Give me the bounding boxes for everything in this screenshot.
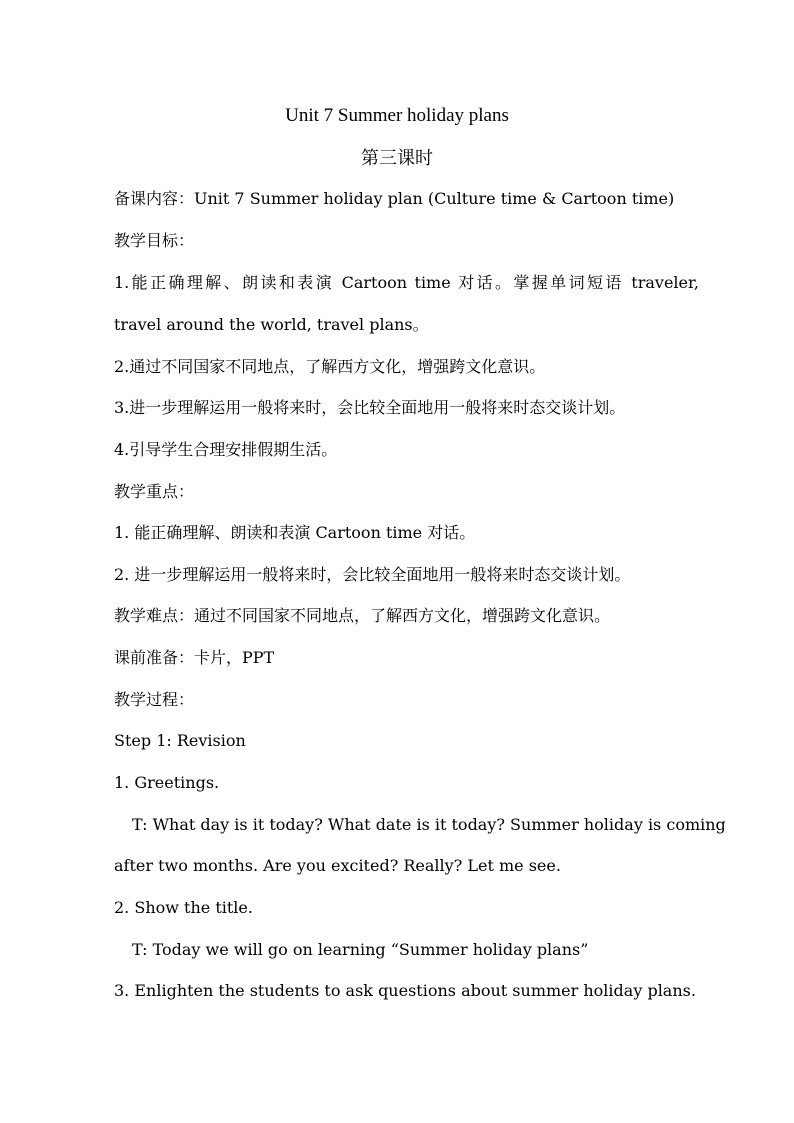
list-item: 1. Greetings.	[114, 773, 220, 792]
document-title: Unit 7 Summer holiday plans	[285, 105, 509, 126]
list-item: 3. Enlighten the students to ask questions about summer holiday plans.	[114, 981, 696, 1000]
step-heading: Step 1: Revision	[114, 731, 246, 750]
document-subtitle: 第三课时	[361, 148, 433, 168]
lesson-content: 备课内容：Unit 7 Summer holiday plan (Culture time & Cartoon time)	[114, 189, 675, 208]
objective-item: 4.引导学生合理安排假期生活。	[114, 440, 338, 459]
key-point-item: 1. 能正确理解、朗读和表演 Cartoon time 对话。	[114, 523, 476, 542]
objective-item: 2.通过不同国家不同地点，了解西方文化，增强跨文化意识。	[114, 357, 546, 376]
process-heading: 教学过程：	[114, 690, 195, 709]
list-item: 2. Show the title.	[114, 898, 253, 917]
preparation-line: 课前准备：卡片，PPT	[114, 648, 275, 667]
objective-item: 1.能正确理解、朗读和表演 Cartoon time 对话。掌握单词短语 traveler,	[114, 273, 699, 292]
difficulty-line: 教学难点：通过不同国家不同地点，了解西方文化，增强跨文化意识。	[114, 606, 611, 625]
objectives-heading: 教学目标：	[114, 231, 195, 250]
teacher-line: T: Today we will go on learning “Summer holiday plans”	[132, 940, 589, 959]
objective-item: travel around the world, travel plans。	[114, 315, 429, 334]
teacher-line-continued: after two months. Are you excited? Really? Let me see.	[114, 856, 561, 875]
objective-item: 3.进一步理解运用一般将来时，会比较全面地用一般将来时态交谈计划。	[114, 398, 626, 417]
key-points-heading: 教学重点：	[114, 482, 195, 501]
teacher-line: T: What day is it today? What date is it today? Summer holiday is coming	[132, 815, 726, 834]
key-point-item: 2. 进一步理解运用一般将来时，会比较全面地用一般将来时态交谈计划。	[114, 565, 631, 584]
